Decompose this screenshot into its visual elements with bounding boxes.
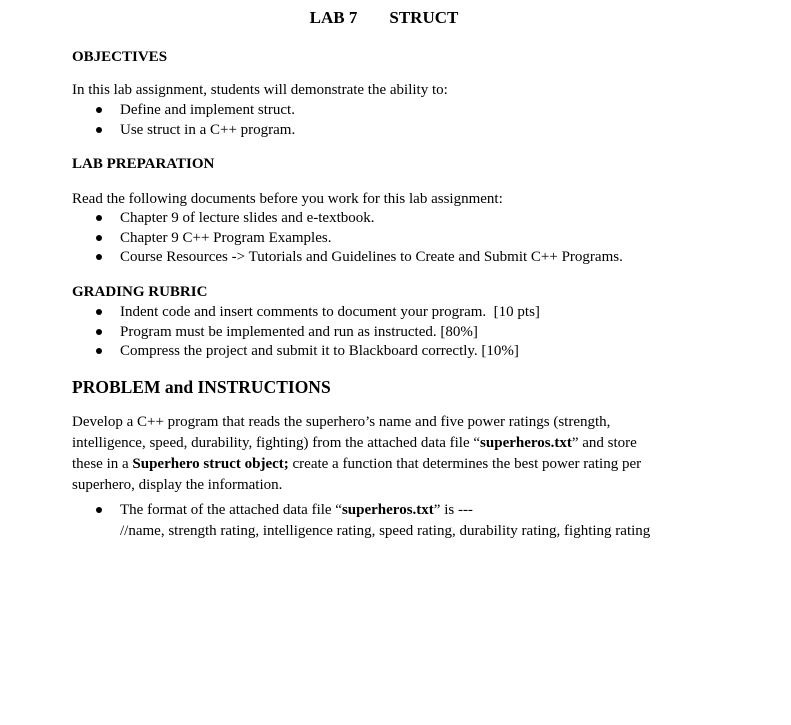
list-item-text: Indent code and insert comments to document your program. [10 pts]: [120, 304, 540, 320]
preparation-intro: Read the following documents before you work for this lab assignment:: [72, 191, 503, 207]
preparation-heading: LAB PREPARATION: [72, 156, 215, 172]
problem-line-4: superhero, display the information.: [72, 477, 283, 493]
list-item-text: Chapter 9 of lecture slides and e-textbook.: [120, 210, 375, 226]
text-span: intelligence, speed, durability, fighting) from the attached data file “: [72, 435, 481, 451]
lab-number: LAB 7: [309, 8, 358, 27]
list-item-text: [120, 500, 473, 520]
problem-line-3: [72, 454, 712, 475]
list-item-text: Use struct in a C++ program.: [120, 122, 296, 138]
text-span: create a function that determines the best power rating per: [288, 456, 642, 472]
page-title: [0, 8, 768, 28]
list-item-text: Compress the project and submit it to Blackboard correctly. [10%]: [120, 343, 519, 359]
list-item-text: Chapter 9 C++ Program Examples.: [120, 230, 332, 246]
problem-line-2: [72, 433, 712, 454]
rubric-heading: GRADING RUBRIC: [72, 284, 208, 300]
text-span: ” and store: [571, 435, 637, 451]
problem-heading: PROBLEM and INSTRUCTIONS: [72, 377, 331, 397]
text-span: ” is ---: [433, 502, 473, 518]
format-line: //name, strength rating, intelligence rating, speed rating, durability rating, fighting rating: [120, 523, 651, 539]
text-span: The format of the attached data file “: [120, 502, 342, 518]
objectives-intro: In this lab assignment, students will demonstrate the ability to:: [72, 82, 448, 98]
objectives-heading: OBJECTIVES: [72, 49, 168, 65]
lab-topic: STRUCT: [389, 8, 459, 27]
list-item-text: Course Resources -> Tutorials and Guidelines to Create and Submit C++ Programs.: [120, 249, 623, 265]
filename-bold: superheros.txt: [341, 502, 434, 518]
text-span: these in a: [72, 456, 133, 472]
filename-bold: superheros.txt: [480, 435, 572, 451]
problem-paragraph: [72, 412, 712, 496]
list-item-text: Program must be implemented and run as instructed. [80%]: [120, 324, 478, 340]
list-item-text: Define and implement struct.: [120, 102, 295, 118]
struct-bold: Superhero struct object;: [132, 456, 289, 472]
problem-line-1: Develop a C++ program that reads the superhero’s name and five power ratings (strength,: [72, 414, 611, 430]
